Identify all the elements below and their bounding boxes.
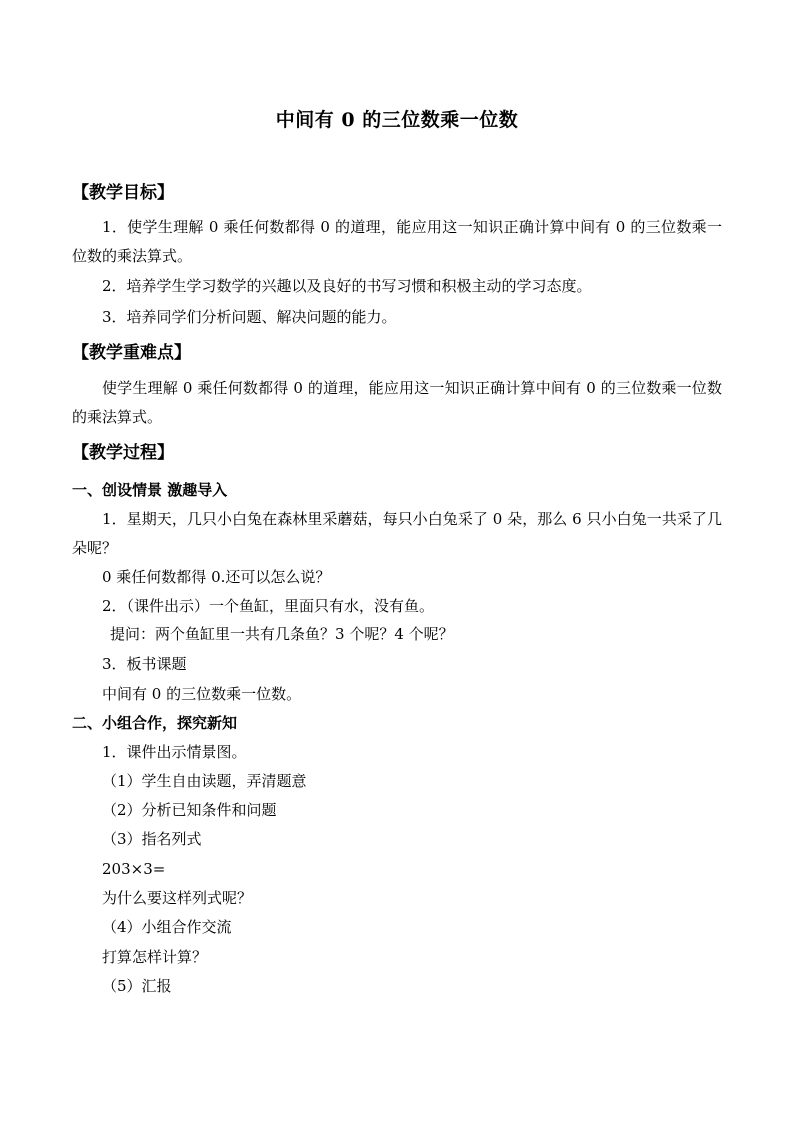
part1-item-2: 2．（课件出示）一个鱼缸，里面只有水，没有鱼。: [102, 597, 435, 615]
part1-heading: 一、创设情景 激趣导入: [72, 481, 228, 499]
part2-why: 为什么要这样列式呢？: [102, 889, 253, 907]
part2-step-3: （3）指名列式: [102, 830, 202, 848]
part2-step-1: （1）学生自由读题，弄清题意: [102, 772, 307, 790]
part1-item-3: 3．板书课题: [102, 655, 187, 673]
part2-heading: 二、小组合作，探究新知: [72, 714, 238, 732]
part2-step-4: （4）小组合作交流: [102, 918, 232, 936]
key-points-heading: 【教学重难点】: [72, 343, 191, 363]
key-points-text: 使学生理解 0 乘任何数都得 0 的道理，能应用这一知识正确计算中间有 0 的三位数乘一位数的乘法算式。: [72, 379, 722, 426]
document-title: 中间有 0 的三位数乘一位数: [275, 109, 519, 131]
objectives-heading: 【教学目标】: [72, 183, 174, 203]
part2-how: 打算怎样计算？: [102, 948, 208, 966]
part2-step-5: （5）汇报: [102, 977, 172, 995]
objective-item-1: 1．使学生理解 0 乘任何数都得 0 的道理，能应用这一知识正确计算中间有 0 的三位数乘一位数的乘法算式。: [72, 218, 722, 265]
part1-question: 提问：两个鱼缸里一共有几条鱼？3 个呢？4 个呢？: [110, 625, 454, 643]
part2-step-2: （2）分析已知条件和问题: [102, 801, 277, 819]
part1-item-1: 1．星期天，几只小白兔在森林里采蘑菇，每只小白兔采了 0 朵，那么 6 只小白兔一共采了几朵呢？: [72, 510, 722, 557]
part2-item-1: 1．课件出示情景图。: [102, 743, 247, 761]
objective-item-3: 3．培养同学们分析问题、解决问题的能力。: [102, 308, 397, 326]
part1-line-2: 0 乘任何数都得 0.还可以怎么说？: [102, 568, 331, 586]
part2-equation: 203×3=: [102, 860, 166, 878]
document-page: [72, 0, 722, 1123]
process-heading: 【教学过程】: [72, 443, 174, 463]
objective-item-2: 2．培养学生学习数学的兴趣以及良好的书写习惯和积极主动的学习态度。: [102, 277, 592, 295]
part1-topic: 中间有 0 的三位数乘一位数。: [102, 685, 302, 703]
